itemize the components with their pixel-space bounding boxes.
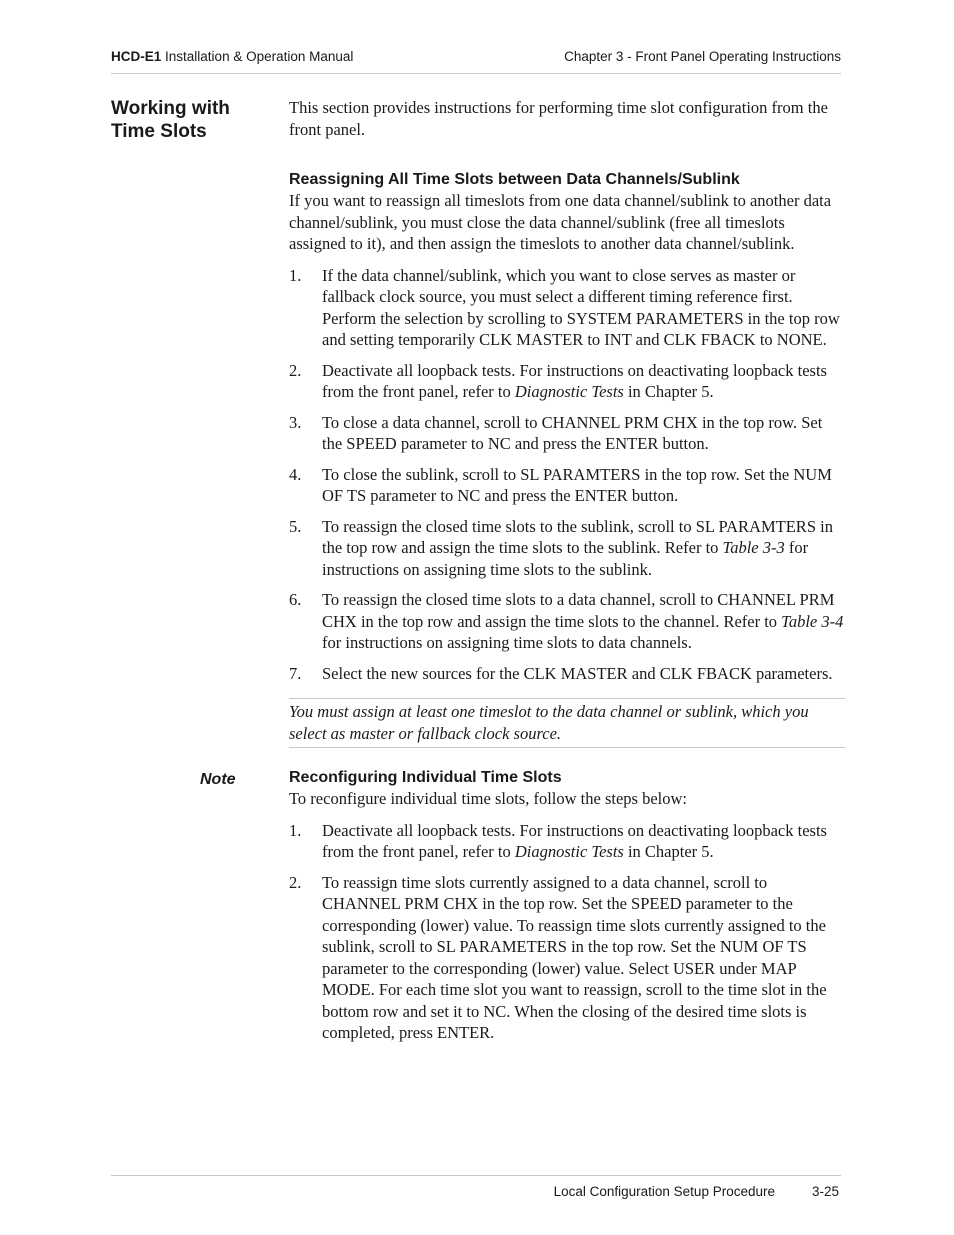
page-number: 3-25 xyxy=(811,1184,839,1199)
section2-steps xyxy=(289,820,845,1044)
cross-reference: Table 3-4 xyxy=(781,611,844,631)
header-product: HCD-E1 xyxy=(111,49,162,64)
main-content xyxy=(289,97,845,1053)
note-label: Note xyxy=(200,771,236,788)
list-item xyxy=(289,820,845,863)
step-number: 3. xyxy=(289,412,302,432)
step-number: 4. xyxy=(289,464,302,484)
step-number: 2. xyxy=(289,872,302,892)
side-heading: Working with Time Slots xyxy=(111,98,230,142)
section1-paragraph: If you want to reassign all timeslots from one data channel/sublink to another data channel/sublink, you must close the data channel/sublink (free all timeslots assigned to it), and then assign the timeslots to another data channel/sublink. xyxy=(289,191,832,253)
list-item xyxy=(289,872,845,1044)
step-text: To reassign the closed time slots to the sublink, scroll to SL PARAMTERS in the top row and assign the time slots to the sublink. Refer to Table 3-3 for instructions on assigning time slots to the sublink. xyxy=(322,516,833,579)
cross-reference: Diagnostic Tests xyxy=(514,842,624,861)
step-number: 2. xyxy=(289,360,302,380)
page-header xyxy=(111,47,841,74)
header-chapter: Chapter 3 - Front Panel Operating Instructions xyxy=(564,49,841,64)
list-item xyxy=(289,360,845,403)
list-item xyxy=(289,265,845,351)
list-item xyxy=(289,516,845,581)
step-number: 5. xyxy=(289,516,302,536)
list-item xyxy=(289,589,845,654)
step-number: 7. xyxy=(289,663,302,683)
cross-reference: Diagnostic Tests xyxy=(514,382,624,401)
step-text: To reassign the closed time slots to a data channel, scroll to CHANNEL PRM CHX in the top row and assign the time slots to the channel. Refer to Table 3-4 for instructions on assigning time slots to data channels. xyxy=(322,590,844,652)
note-text: You must assign at least one timeslot to the data channel or sublink, which you select as master or fallback clock source. xyxy=(289,698,845,748)
step-number: 1. xyxy=(289,820,302,840)
section2-title: Reconfiguring Individual Time Slots xyxy=(289,769,562,786)
list-item xyxy=(289,412,845,455)
section2-paragraph: To reconfigure individual time slots, follow the steps below: xyxy=(289,789,687,808)
list-item xyxy=(289,663,845,685)
footer-section: Local Configuration Setup Procedure xyxy=(553,1184,775,1199)
step-text: To reassign time slots currently assigned to a data channel, scroll to CHANNEL PRM CHX in the top row. Set the SPEED parameter to the corresponding (lower) value. To reassign time slots currently assigned to the sublink, scroll to SL PARAMETERS in the top row. Set the NUM OF TS parameter to the corresponding (lower) value. Select USER under MAP MODE. For each time slot you want to reassign, scroll to the time slot in the bottom row and set it to NC. When the closing of the desired time slots is completed, press ENTER. xyxy=(322,872,827,1042)
list-item xyxy=(289,464,845,507)
cross-reference: Table 3-3 xyxy=(722,538,785,557)
step-text: Deactivate all loopback tests. For instructions on deactivating loopback tests from the front panel, refer to Diagnostic Tests in Chapter 5. xyxy=(322,820,827,861)
step-text: Deactivate all loopback tests. For instructions on deactivating loopback tests from the front panel, refer to Diagnostic Tests in Chapter 5. xyxy=(322,360,827,401)
step-text: To close the sublink, scroll to SL PARAMTERS in the top row. Set the NUM OF TS parameter to NC and press the ENTER button. xyxy=(322,464,832,505)
section1-steps xyxy=(289,265,845,685)
step-text: Select the new sources for the CLK MASTER and CLK FBACK parameters. xyxy=(322,663,833,683)
step-text: To close a data channel, scroll to CHANNEL PRM CHX in the top row. Set the SPEED parameter to NC and press the ENTER button. xyxy=(322,412,823,453)
header-manual: Installation & Operation Manual xyxy=(165,49,354,64)
step-number: 6. xyxy=(289,590,302,609)
page-footer xyxy=(111,1175,841,1206)
step-number: 1. xyxy=(289,265,302,285)
header-manual-title xyxy=(111,49,353,64)
intro-paragraph: This section provides instructions for performing time slot configuration from the front panel. xyxy=(289,98,828,139)
step-text: If the data channel/sublink, which you want to close serves as master or fallback clock source, you must select a different timing reference first. Perform the selection by scrolling to SYSTEM PARAMETERS in the top row and setting temporarily CLK MASTER to INT and CLK FBACK to NONE. xyxy=(322,265,840,349)
section1-title: Reassigning All Time Slots between Data Channels/Sublink xyxy=(289,171,740,188)
